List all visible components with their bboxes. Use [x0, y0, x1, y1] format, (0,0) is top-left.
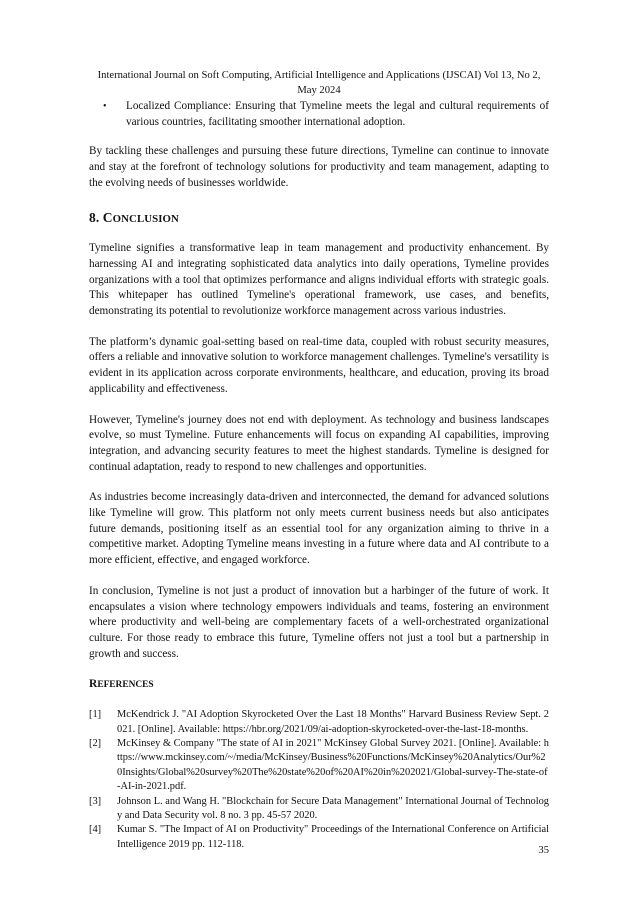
running-header: [70, 68, 568, 98]
bullet-icon: •: [103, 101, 107, 112]
reference-item: [89, 737, 549, 795]
reference-text: McKinsey & Company "The state of AI in 2021" McKinsey Global Survey 2021. [Online]. Available: https://www.mckinsey.com/~/media/McKinsey/Business%20Functions/McKinsey%20Analytics/Our%20Insights/Global%20survey%20The%20state%20of%20AI%20in%202021/Global-survey-The-state-of-AI-in-2021.pdf.: [117, 737, 549, 793]
paragraph-intro: By tackling these challenges and pursuing these future directions, Tymeline can continue to innovate and stay at the forefront of technology solutions for productivity and team management, adapting to the evolving needs of businesses worldwide.: [89, 145, 549, 189]
references-heading: [89, 677, 549, 694]
reference-item: [89, 708, 549, 737]
paragraph-conclusion-4: As industries become increasingly data-driven and interconnected, the demand for advanced solutions like Tymeline will grow. This platform not only meets current business needs but also anticipates future demands, positioning itself as an essential tool for any organization aiming to thrive in a competitive market. Adopting Tymeline means investing in a future where data and AI contribute to a more efficient, effective, and engaged workforce.: [89, 491, 549, 567]
references-heading-lead: R: [89, 678, 98, 691]
page-number: 35: [538, 845, 549, 856]
references-heading-rest: EFERENCES: [97, 680, 154, 691]
header-date-line: May 2024: [297, 85, 341, 96]
section-heading-lead: 8. C: [89, 209, 113, 225]
reference-number: [3]: [89, 795, 102, 807]
paragraph-conclusion-3: However, Tymeline's journey does not end with deployment. As technology and business landscapes evolve, so must Tymeline. Future enhancements will focus on expanding AI capabilities, improving integration, and advancing security features to meet the highest standards. Tymeline is designed for continual adaptation, ready to respond to new challenges and opportunities.: [89, 413, 549, 473]
bullet-item: [103, 99, 549, 130]
reference-number: [4]: [89, 824, 102, 836]
reference-item: [89, 795, 549, 824]
section-heading-rest: ONCLUSION: [112, 212, 179, 225]
reference-number: [1]: [89, 709, 102, 721]
reference-text: Kumar S. "The Impact of AI on Productivity" Proceedings of the International Conference on Artificial Intelligence 2019 pp. 112-118.: [117, 824, 549, 850]
page-content: [89, 99, 549, 852]
reference-number: [2]: [89, 737, 102, 749]
section-heading-conclusion: [89, 210, 549, 228]
paragraph-conclusion-5: In conclusion, Tymeline is not just a product of innovation but a harbinger of the future of work. It encapsulates a vision where technology empowers individuals and teams, fostering an environment where productivity and well-being are complementary facets of a well-orchestrated organizational culture. For those ready to embrace this future, Tymeline offers not just a tool but a partnership in growth and success.: [89, 584, 549, 660]
paragraph-conclusion-1: Tymeline signifies a transformative leap in team management and productivity enhancement. By harnessing AI and integrating sophisticated data analytics into daily operations, Tymeline provides organizations with a tool that optimizes performance and aligns individual efforts with strategic goals. This whitepaper has outlined Tymeline's operational framework, use cases, and benefits, demonstrating its potential to revolutionize workforce management across various industries.: [89, 242, 549, 318]
paragraph-conclusion-2: The platform’s dynamic goal-setting based on real-time data, coupled with robust security measures, offers a reliable and innovative solution to workforce management challenges. Tymeline's versatility is evident in its application across corporate environments, healthcare, and education, proving its broad applicability and effectiveness.: [89, 335, 549, 395]
reference-text: Johnson L. and Wang H. "Blockchain for Secure Data Management" International Journal of Technology and Data Security vol. 8 no. 3 pp. 45-57 2020.: [117, 795, 549, 821]
bullet-text: Localized Compliance: Ensuring that Tymeline meets the legal and cultural requirements of various countries, facilitating smoother international adoption.: [126, 100, 549, 128]
header-journal-line: International Journal on Soft Computing, Artificial Intelligence and Applications (IJSCAI) Vol 13, No 2,: [97, 70, 541, 81]
reference-text: McKendrick J. "AI Adoption Skyrocketed Over the Last 18 Months" Harvard Business Review Sept. 2021. [Online]. Available: https://hbr.org/2021/09/ai-adoption-skyrocketed-over-the-last-18-months.: [117, 709, 549, 735]
